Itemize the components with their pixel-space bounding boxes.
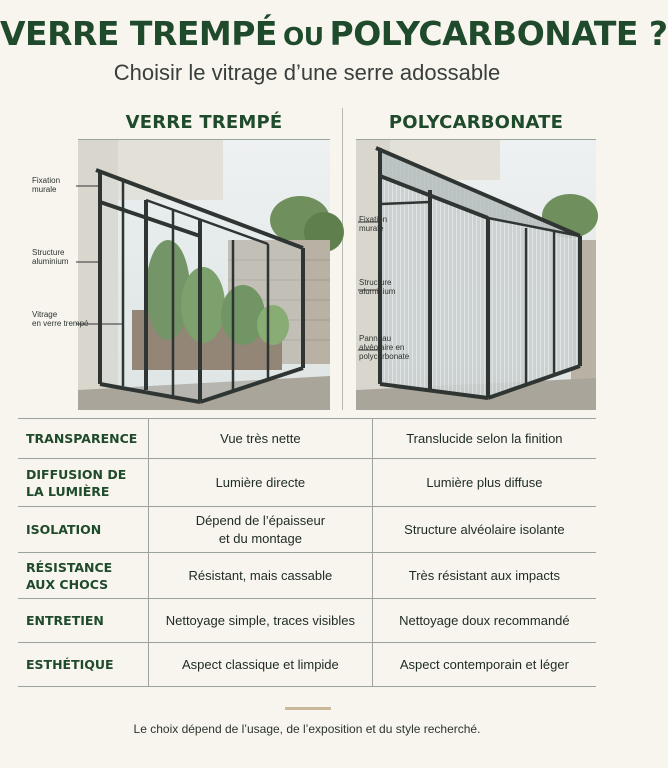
glass-value-line: Résistant, mais cassable <box>188 567 333 583</box>
row-label-line: ISOLATION <box>26 522 102 537</box>
row-label-line: ENTRETIEN <box>26 613 104 628</box>
callout-frame-polycarbonate <box>359 278 395 296</box>
glass-value-line: Aspect classique et limpide <box>181 656 339 672</box>
title-polycarbonate: POLYCARBONATE ? <box>329 14 668 53</box>
glass-value-line: Nettoyage simple, traces visibles <box>165 612 356 628</box>
table-row <box>18 599 596 643</box>
polycarbonate-value <box>372 507 596 553</box>
callout-text: murale <box>32 185 57 194</box>
footer-divider <box>285 707 331 710</box>
polycarbonate-value <box>372 643 596 687</box>
table-row <box>18 643 596 687</box>
callout-text: aluminium <box>359 287 396 296</box>
callout-wall-fixing-polycarbonate <box>359 215 387 233</box>
table-row <box>18 507 596 553</box>
panel-title-polycarbonate: POLYCARBONATE <box>388 112 564 133</box>
panel-title-glass: VERRE TREMPÉ <box>125 112 283 133</box>
title-glass: VERRE TREMPÉ <box>0 14 277 53</box>
panel-polycarbonate <box>356 112 596 140</box>
callout-text: polycarbonate <box>359 352 410 361</box>
callout-text: Structure <box>359 278 392 287</box>
polycarbonate-value <box>372 459 596 507</box>
glass-value <box>149 459 373 507</box>
row-label-line: RÉSISTANCE <box>26 559 113 575</box>
polycarbonate-value <box>372 419 596 459</box>
row-label <box>18 553 149 599</box>
callout-frame-glass <box>32 248 68 266</box>
glass-value <box>149 553 373 599</box>
callout-text: Fixation <box>359 215 388 224</box>
panel-glass <box>78 112 330 140</box>
callout-text: Panneau <box>359 334 392 343</box>
glass-value-line: Vue très nette <box>220 430 301 446</box>
glass-value-line: Lumière directe <box>215 474 306 490</box>
footer-note: Le choix dépend de l’usage, de l’exposition et du style recherché. <box>133 722 481 736</box>
glass-value-line: et du montage <box>218 530 302 546</box>
glass-greenhouse-illustration <box>78 140 330 410</box>
glass-value <box>149 507 373 553</box>
polycarbonate-value-line: Structure alvéolaire isolante <box>404 521 565 537</box>
glass-value <box>149 643 373 687</box>
polycarbonate-value-line: Très résistant aux impacts <box>408 567 560 583</box>
callout-text: alvéolaire en <box>359 343 405 352</box>
glass-value-line: Dépend de l’épaisseur <box>195 512 326 528</box>
callout-text: Fixation <box>32 176 61 185</box>
polycarbonate-value-line: Lumière plus diffuse <box>426 474 543 490</box>
table-row <box>18 419 596 459</box>
row-label <box>18 599 149 643</box>
callout-text: en verre trempé <box>32 319 89 328</box>
row-label-line: DIFFUSION DE <box>26 466 127 482</box>
callout-text: murale <box>359 224 384 233</box>
polycarbonate-value <box>372 553 596 599</box>
glass-value <box>149 599 373 643</box>
panel-divider <box>342 108 343 410</box>
callout-text: Vitrage <box>32 310 58 319</box>
polycarbonate-value <box>372 599 596 643</box>
callout-glazing-polycarbonate <box>359 334 409 361</box>
row-label <box>18 459 149 507</box>
row-label <box>18 643 149 687</box>
main-title <box>0 14 668 53</box>
row-label-line: AUX CHOCS <box>26 576 109 592</box>
comparison-table <box>18 418 596 687</box>
table-row <box>18 459 596 507</box>
polycarbonate-greenhouse-illustration <box>356 140 596 410</box>
callout-glazing-glass <box>32 310 88 328</box>
glass-value <box>149 419 373 459</box>
row-label <box>18 419 149 459</box>
row-label <box>18 507 149 553</box>
polycarbonate-value-line: Translucide selon la finition <box>406 430 563 446</box>
callout-text: aluminium <box>32 257 69 266</box>
row-label-line: LA LUMIÈRE <box>26 483 110 499</box>
subtitle: Choisir le vitrage d’une serre adossable <box>113 60 501 85</box>
title-connector: OU <box>282 22 324 51</box>
table-row <box>18 553 596 599</box>
callout-wall-fixing-glass <box>32 176 60 194</box>
row-label-line: TRANSPARENCE <box>26 431 138 446</box>
polycarbonate-value-line: Aspect contemporain et léger <box>399 656 569 672</box>
row-label-line: ESTHÉTIQUE <box>26 657 114 672</box>
polycarbonate-value-line: Nettoyage doux recommandé <box>399 612 570 628</box>
callout-text: Structure <box>32 248 65 257</box>
